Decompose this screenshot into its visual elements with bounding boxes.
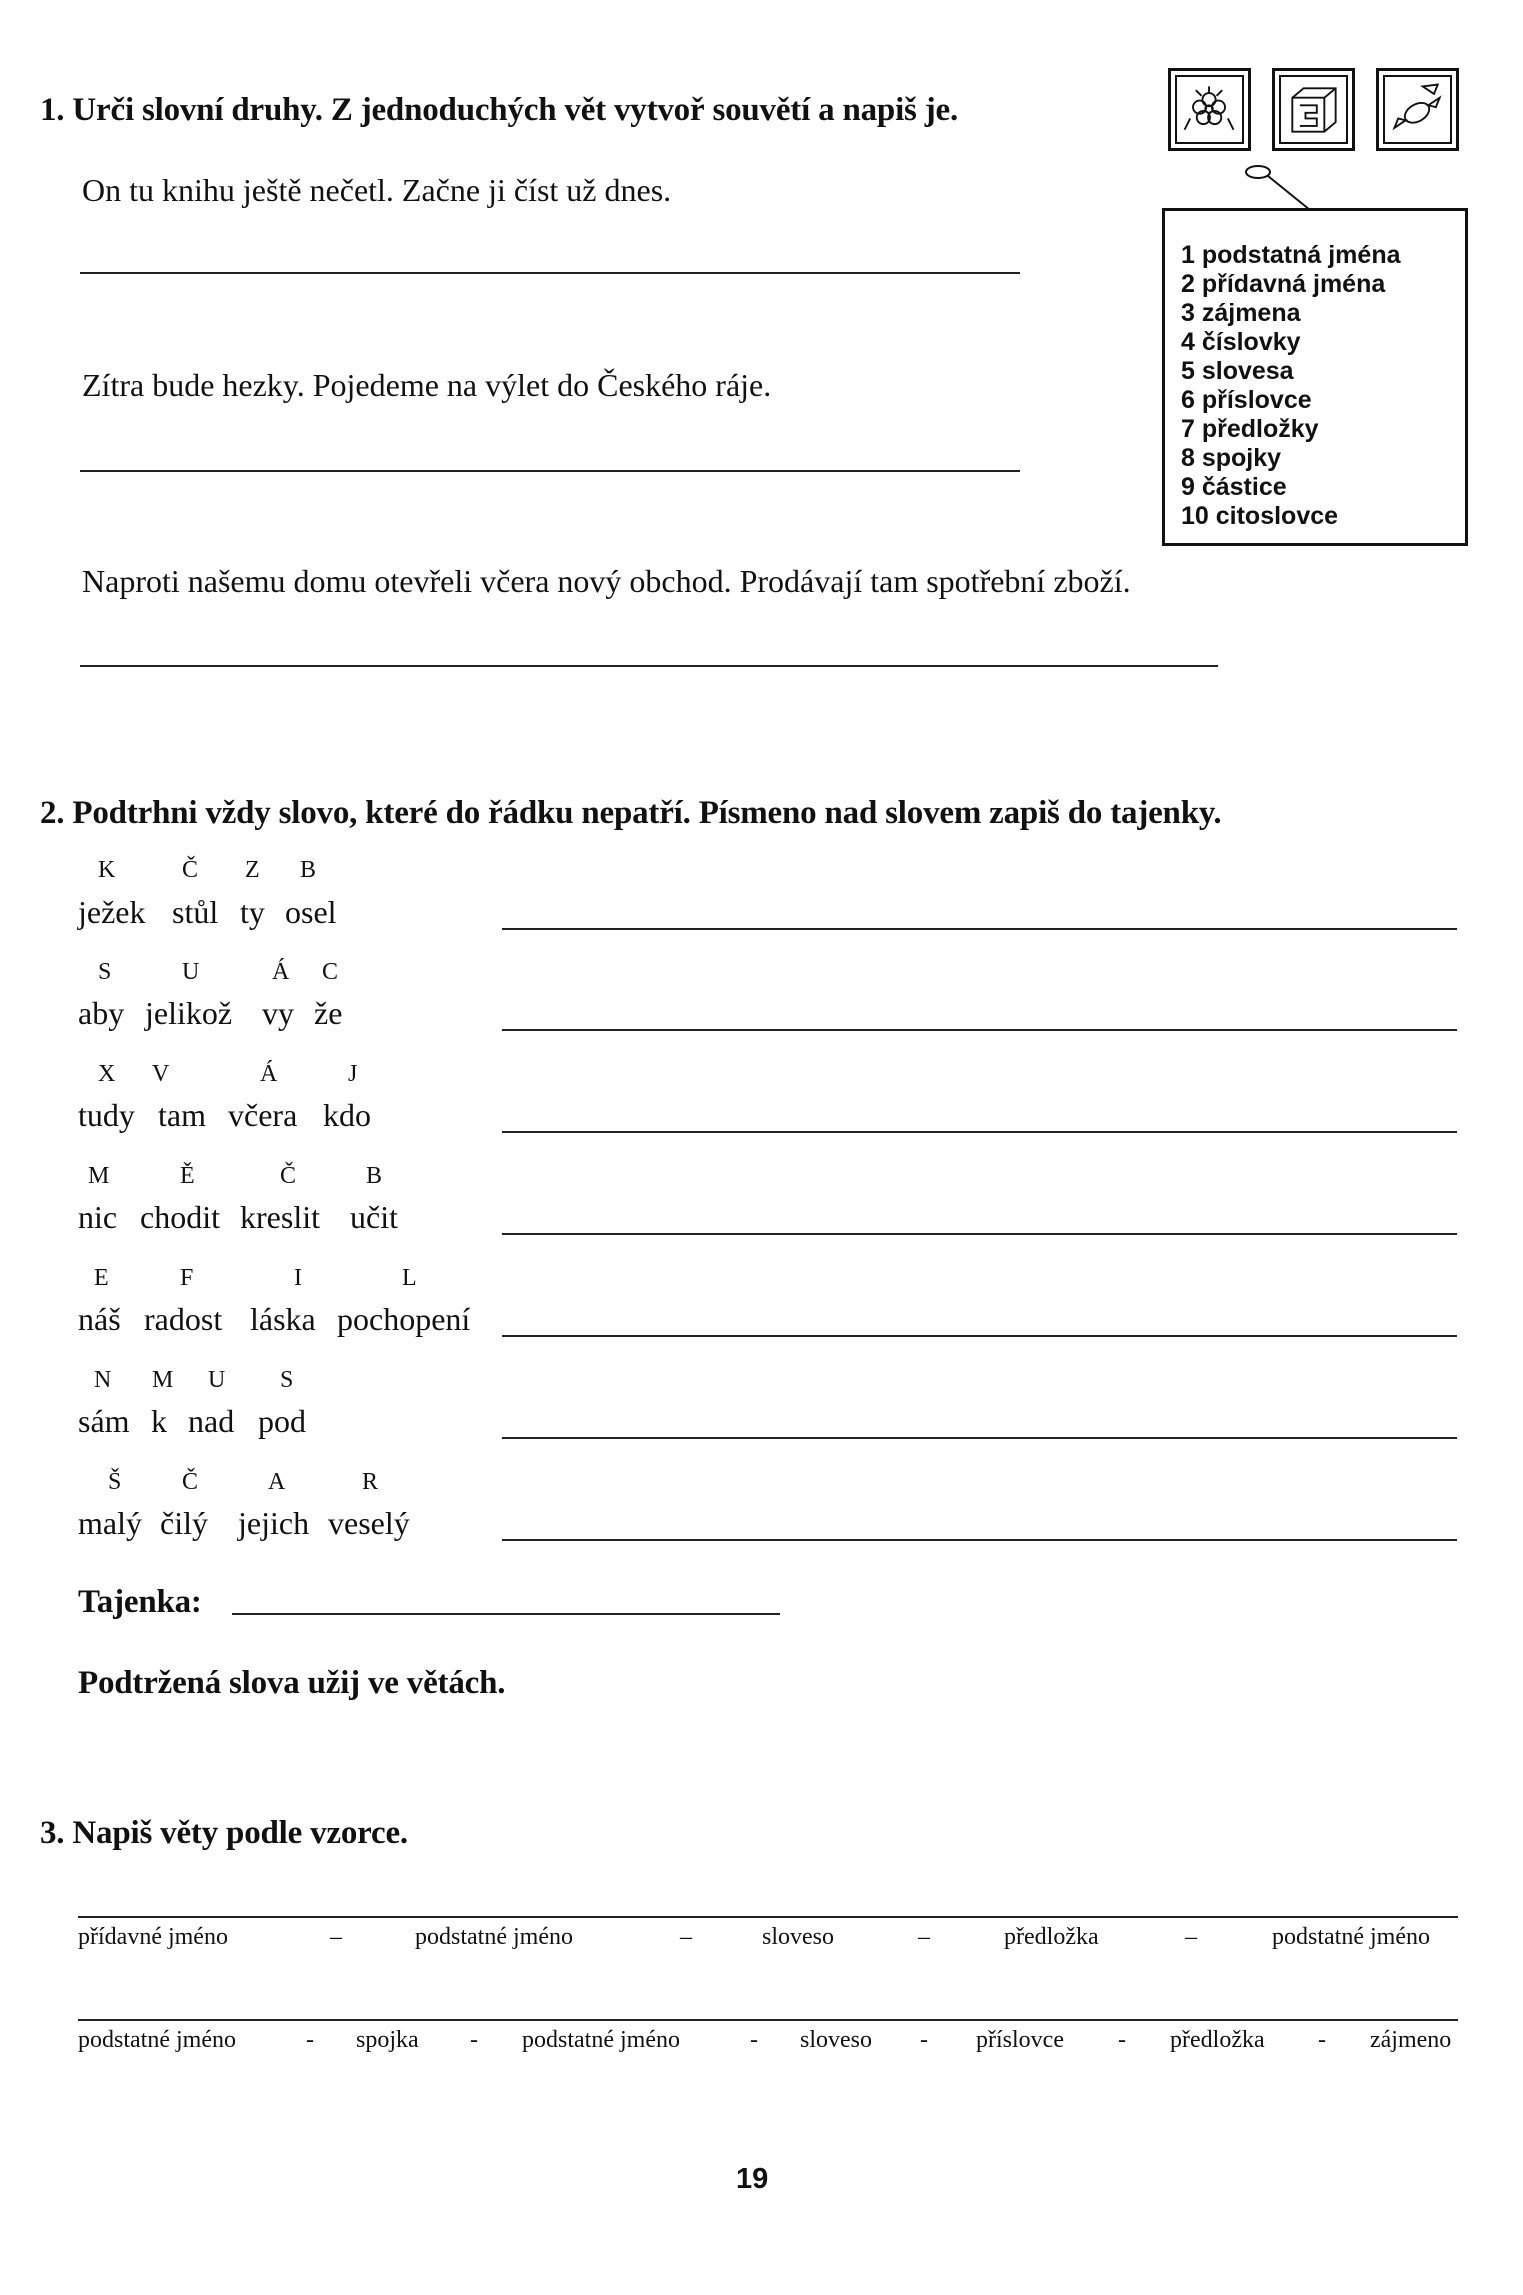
letter: C xyxy=(322,959,339,985)
answer-line-2[interactable] xyxy=(80,470,1020,472)
letter: Ě xyxy=(180,1163,195,1189)
pattern-dash: – xyxy=(680,1924,692,1950)
word[interactable]: vy xyxy=(262,995,294,1031)
letter: I xyxy=(294,1265,302,1291)
answer-line-row-4[interactable] xyxy=(502,1233,1457,1235)
pointer-icon xyxy=(1240,160,1330,215)
pattern-item: podstatné jméno xyxy=(415,1924,573,1950)
word[interactable]: pochopení xyxy=(337,1301,471,1337)
letter: E xyxy=(94,1265,109,1291)
task-1-instruction: Urči slovní druhy. Z jednoduchých vět vytvoř souvětí a napiš je. xyxy=(72,92,959,128)
answer-line-row-7[interactable] xyxy=(502,1539,1457,1541)
word[interactable]: nad xyxy=(188,1403,235,1439)
pattern-item: podstatné jméno xyxy=(1272,1924,1430,1950)
cube-puzzle-icon xyxy=(1272,68,1355,151)
letter: Š xyxy=(108,1469,122,1495)
task-2-instruction: Podtrhni vždy slovo, které do řádku nepatří. Písmeno nad slovem zapiš do tajenky. xyxy=(72,795,1222,831)
pattern-item: sloveso xyxy=(762,1924,834,1950)
task-2-title xyxy=(40,795,1221,832)
word[interactable]: jejich xyxy=(238,1505,310,1541)
word[interactable]: včera xyxy=(228,1097,298,1133)
task-1-sentence-2: Zítra bude hezky. Pojedeme na výlet do Českého ráje. xyxy=(82,367,772,403)
word[interactable]: ježek xyxy=(78,894,146,930)
letter: M xyxy=(152,1367,174,1393)
word[interactable]: osel xyxy=(285,894,337,930)
letter: Č xyxy=(182,857,199,883)
pattern-2-answer-line[interactable] xyxy=(78,2019,1458,2021)
letter: N xyxy=(94,1367,112,1393)
letter: R xyxy=(362,1469,379,1495)
pattern-item: spojka xyxy=(356,2027,419,2053)
flower-icon xyxy=(1168,68,1251,151)
letter: Č xyxy=(182,1469,199,1495)
letter: K xyxy=(98,857,116,883)
answer-line-3[interactable] xyxy=(80,665,1218,667)
legend-item: 5 slovesa xyxy=(1181,357,1294,385)
task-3-number: 3. xyxy=(40,1815,65,1851)
word[interactable]: sám xyxy=(78,1403,130,1439)
word[interactable]: čilý xyxy=(160,1505,208,1541)
letter: X xyxy=(98,1061,116,1087)
letter: Á xyxy=(260,1061,278,1087)
pattern-item: zájmeno xyxy=(1370,2027,1452,2053)
letter: L xyxy=(402,1265,417,1291)
word[interactable]: tudy xyxy=(78,1097,135,1133)
letter: B xyxy=(366,1163,383,1189)
word[interactable]: láska xyxy=(250,1301,316,1337)
word[interactable]: pod xyxy=(258,1403,306,1439)
answer-line-row-5[interactable] xyxy=(502,1335,1457,1337)
word[interactable]: učit xyxy=(350,1199,398,1235)
legend-item: 7 předložky xyxy=(1181,415,1319,443)
pattern-1-answer-line[interactable] xyxy=(78,1916,1458,1918)
word[interactable]: veselý xyxy=(328,1505,410,1541)
task-3-title xyxy=(40,1815,408,1852)
letter: F xyxy=(180,1265,194,1291)
tajenka-label: Tajenka: xyxy=(78,1584,202,1620)
letter: S xyxy=(98,959,112,985)
word-class-legend xyxy=(1162,208,1468,546)
letter: V xyxy=(152,1061,170,1087)
candy-icon xyxy=(1376,68,1459,151)
word[interactable]: aby xyxy=(78,995,125,1031)
word[interactable]: tam xyxy=(158,1097,206,1133)
pattern-dash: - xyxy=(1118,2027,1126,2053)
legend-item: 3 zájmena xyxy=(1181,299,1301,327)
pattern-item: přídavné jméno xyxy=(78,1924,228,1950)
task-1-number: 1. xyxy=(40,92,65,128)
legend-item: 4 číslovky xyxy=(1181,328,1301,356)
legend-item: 8 spojky xyxy=(1181,444,1282,472)
pattern-item: příslovce xyxy=(976,2027,1064,2053)
task-2-footer: Podtržená slova užij ve větách. xyxy=(78,1665,506,1701)
answer-line-row-1[interactable] xyxy=(502,928,1457,930)
pattern-dash: – xyxy=(330,1924,342,1950)
pattern-item: předložka xyxy=(1170,2027,1265,2053)
task-1-title xyxy=(40,92,958,129)
letter: B xyxy=(300,857,317,883)
answer-line-row-6[interactable] xyxy=(502,1437,1457,1439)
pattern-item: předložka xyxy=(1004,1924,1099,1950)
pattern-dash: – xyxy=(1185,1924,1197,1950)
word[interactable]: chodit xyxy=(140,1199,220,1235)
word[interactable]: k xyxy=(151,1403,167,1439)
pattern-item: podstatné jméno xyxy=(78,2027,236,2053)
pattern-dash: - xyxy=(750,2027,758,2053)
word[interactable]: náš xyxy=(78,1301,121,1337)
legend-item: 6 příslovce xyxy=(1181,386,1312,414)
answer-line-row-3[interactable] xyxy=(502,1131,1457,1133)
letter: U xyxy=(182,959,200,985)
word[interactable]: že xyxy=(314,995,343,1031)
legend-item: 9 částice xyxy=(1181,473,1287,501)
letter: Z xyxy=(245,857,260,883)
letter: U xyxy=(208,1367,226,1393)
letter: J xyxy=(348,1061,358,1087)
page-number: 19 xyxy=(736,2163,769,2195)
letter: Č xyxy=(280,1163,297,1189)
task-1-sentence-3: Naproti našemu domu otevřeli včera nový obchod. Prodávají tam spotřební zboží. xyxy=(82,563,1131,599)
pattern-dash: - xyxy=(1318,2027,1326,2053)
pattern-dash: – xyxy=(918,1924,930,1950)
letter: S xyxy=(280,1367,294,1393)
letter: M xyxy=(88,1163,110,1189)
task-1-sentence-1: On tu knihu ještě nečetl. Začne ji číst už dnes. xyxy=(82,172,672,208)
answer-line-1[interactable] xyxy=(80,272,1020,274)
answer-line-row-2[interactable] xyxy=(502,1029,1457,1031)
pattern-item: sloveso xyxy=(800,2027,872,2053)
word[interactable]: nic xyxy=(78,1199,118,1235)
legend-item: 2 přídavná jména xyxy=(1181,270,1386,298)
pattern-dash: - xyxy=(306,2027,314,2053)
tajenka-answer-line[interactable] xyxy=(232,1613,780,1615)
legend-item: 1 podstatná jména xyxy=(1181,241,1401,269)
word[interactable]: kdo xyxy=(323,1097,371,1133)
task-3-instruction: Napiš věty podle vzorce. xyxy=(72,1815,408,1851)
word[interactable]: stůl xyxy=(172,894,219,930)
legend-item: 10 citoslovce xyxy=(1181,502,1339,530)
pattern-dash: - xyxy=(920,2027,928,2053)
word[interactable]: ty xyxy=(240,894,265,930)
letter: A xyxy=(268,1469,286,1495)
letter: Á xyxy=(272,959,290,985)
task-2-number: 2. xyxy=(40,795,65,831)
pattern-item: podstatné jméno xyxy=(522,2027,680,2053)
word[interactable]: malý xyxy=(78,1505,142,1541)
word[interactable]: radost xyxy=(144,1301,223,1337)
word[interactable]: kreslit xyxy=(240,1199,320,1235)
word[interactable]: jelikož xyxy=(145,995,233,1031)
pattern-dash: - xyxy=(470,2027,478,2053)
